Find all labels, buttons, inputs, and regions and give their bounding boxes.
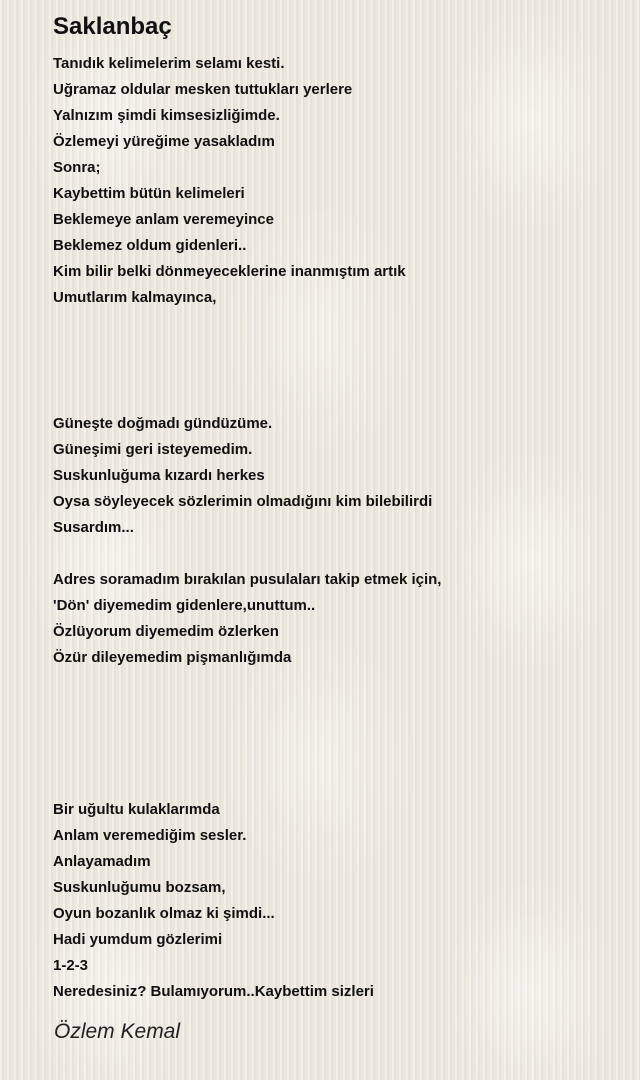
poem-line: Kaybettim bütün kelimeleri (53, 185, 245, 202)
poem-line: Uğramaz oldular mesken tuttukları yerlere (53, 81, 353, 98)
poem-line: Kim bilir belki dönmeyeceklerine inanmıştım artık (53, 263, 406, 280)
poem-line: Anlam veremediğim sesler. (53, 827, 247, 844)
poem-line: Özlüyorum diyemedim özlerken (53, 623, 279, 640)
poem-line: Adres soramadım bırakılan pusulaları takip etmek için, (53, 571, 442, 588)
poem-line: Yalnızım şimdi kimsesizliğimde. (53, 107, 280, 124)
poem-line: Bir uğultu kulaklarımda (53, 801, 220, 818)
poem-line: Tanıdık kelimelerim selamı kesti. (53, 55, 285, 72)
poem-line: Özlemeyi yüreğime yasakladım (53, 133, 275, 150)
stanza-2 (53, 411, 432, 541)
poem-line: Sonra; (53, 159, 101, 176)
poem-line: Neredesiniz? Bulamıyorum..Kaybettim sizleri (53, 983, 374, 1000)
poem-line: Güneşimi geri isteyemedim. (53, 441, 253, 458)
poem-line: Oyun bozanlık olmaz ki şimdi... (53, 905, 275, 922)
poem-line: Suskunluğuma kızardı herkes (53, 467, 265, 484)
poem-line: Umutlarım kalmayınca, (53, 289, 217, 306)
poem-line: Suskunluğumu bozsam, (53, 879, 226, 896)
poem-line: 1-2-3 (53, 957, 89, 974)
poem-line: Anlayamadım (53, 853, 151, 870)
stanza-4 (53, 797, 374, 1005)
author-name: Özlem Kemal (54, 1020, 181, 1043)
poem-line: Hadi yumdum gözlerimi (53, 931, 223, 948)
poem-title: Saklanbaç (53, 13, 172, 40)
poem-line: Oysa söyleyecek sözlerimin olmadığını kim bilebilirdi (53, 493, 433, 510)
stanza-3 (53, 567, 441, 671)
poem-line: Susardım... (53, 519, 134, 536)
stanza-1 (53, 51, 406, 311)
poem-line: Güneşte doğmadı gündüzüme. (53, 415, 273, 432)
poem-line: Beklemeye anlam veremeyince (53, 211, 274, 228)
poem-line: Beklemez oldum gidenleri.. (53, 237, 247, 254)
poem-line: 'Dön' diyemedim gidenlere,unuttum.. (53, 597, 316, 614)
poem-line: Özür dileyemedim pişmanlığımda (53, 649, 292, 666)
